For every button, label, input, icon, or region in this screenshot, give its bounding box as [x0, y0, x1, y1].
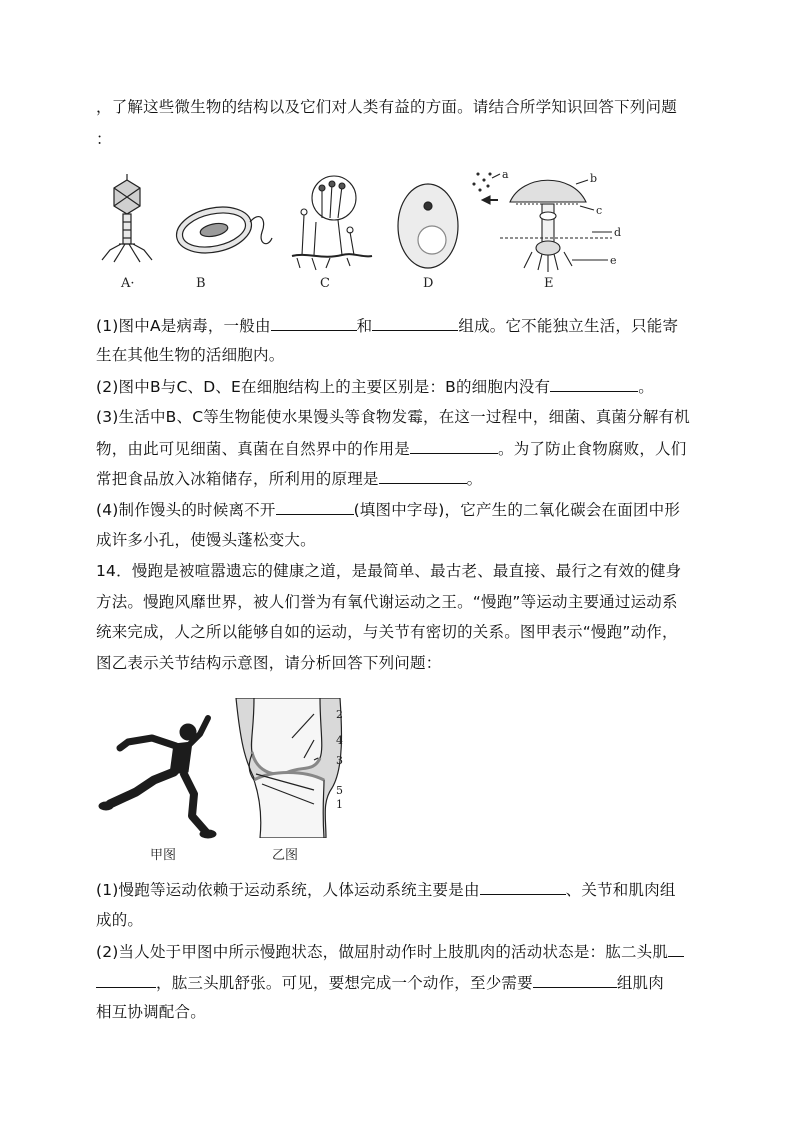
intro-line-1: ，了解这些微生物的结构以及它们对人类有益的方面。请结合所学知识回答下列问题: [96, 98, 677, 116]
q13-part3-line1: (3)生活中B、C等生物能使水果馒头等食物发霉，在这一过程中，细菌、真菌分解有机: [96, 408, 690, 426]
mushroom-label-e: e: [610, 254, 617, 267]
q14-stem-line4: 图乙表示关节结构示意图，请分析回答下列问题：: [96, 654, 442, 672]
q14-s2-text-a: (2)当人处于甲图中所示慢跑状态，做屈肘动作时上肢肌肉的活动状态是：肱二头肌: [96, 943, 669, 961]
q13-p1-text-a: (1)图中A是病毒，一般由: [96, 317, 271, 335]
caption-d: D: [423, 276, 434, 291]
q13-part1-line2: 生在其他生物的活细胞内。: [96, 346, 285, 364]
answer-blank[interactable]: [372, 315, 458, 331]
q13-p3-text-a: 物，由此可见细菌、真菌在自然界中的作用是: [96, 440, 411, 458]
answer-blank[interactable]: [271, 315, 357, 331]
mushroom-label-a: a: [502, 168, 509, 181]
q13-p2-text-b: 。: [638, 378, 654, 396]
mushroom-label-d: d: [614, 226, 622, 239]
intro-line-2: ：: [96, 130, 112, 148]
mushroom-e-drawing: [473, 173, 612, 272]
q13-part3-line3: [96, 468, 482, 489]
q13-part3-line2: [96, 438, 686, 459]
caption-c: C: [320, 276, 330, 291]
q13-p3-text-c: 常把食品放入冰箱储存，所利用的原理是: [96, 470, 379, 488]
q14-sub2-line2: [96, 972, 664, 993]
q13-part4-line1: [96, 499, 680, 520]
figure-jia-caption: 甲图: [150, 848, 177, 863]
caption-a: A·: [121, 276, 135, 291]
mushroom-label-b: b: [590, 172, 598, 185]
answer-blank[interactable]: [533, 972, 617, 988]
answer-blank[interactable]: [550, 376, 638, 392]
virus-a-drawing: [102, 174, 152, 262]
runner-figure: [96, 708, 226, 840]
q14-s2-text-c: 组肌肉: [616, 974, 664, 992]
mushroom-label-c: c: [596, 204, 603, 217]
bacterium-b-drawing: [172, 201, 272, 260]
q14-stem-line1: 14．慢跑是被喧嚣遗忘的健康之道，是最简单、最古老、最直接、最行之有效的健身: [96, 562, 682, 580]
answer-blank[interactable]: [480, 879, 566, 895]
answer-blank[interactable]: [668, 941, 684, 957]
answer-blank[interactable]: [96, 972, 156, 988]
joint-label-5: 5: [336, 784, 343, 797]
q13-p4-text-a: (4)制作馒头的时候离不开: [96, 501, 276, 519]
answer-blank[interactable]: [379, 468, 467, 484]
joint-diagram: [232, 698, 362, 838]
joint-label-2: 2: [336, 708, 343, 721]
mold-c-drawing: [292, 176, 372, 270]
yeast-d-drawing: [398, 184, 458, 268]
caption-b: B: [196, 276, 206, 291]
q14-sub2-line3: 相互协调配合。: [96, 1003, 206, 1021]
q13-p1-text-c: 组成。它不能独立生活，只能寄: [458, 317, 679, 335]
q14-s1-text-a: (1)慢跑等运动依赖于运动系统，人体运动系统主要是由: [96, 881, 480, 899]
q13-p1-text-b: 和: [356, 317, 373, 335]
q14-sub1-line1: [96, 879, 676, 900]
joint-label-1: 1: [336, 798, 343, 811]
answer-blank[interactable]: [410, 438, 498, 454]
q14-stem-line3: 统来完成，人之所以能够自如的运动，与关节有密切的关系。图甲表示“慢跑”动作，: [96, 623, 678, 641]
joint-label-3: 3: [336, 754, 343, 767]
q14-sub1-line2: 成的。: [96, 911, 144, 929]
q13-part2-line1: [96, 376, 654, 397]
q13-p4-text-b: (填图中字母)，它产生的二氧化碳会在面团中形: [353, 501, 681, 519]
q13-p2-text-a: (2)图中B与C、D、E在细胞结构上的主要区别是：B的细胞内没有: [96, 378, 551, 396]
q13-part4-line2: 成许多小孔，使馒头蓬松变大。: [96, 531, 316, 549]
q14-stem-line2: 方法。慢跑风靡世界，被人们誉为有氧代谢运动之王。“慢跑”等运动主要通过运动系: [96, 593, 678, 611]
q13-p3-text-b: 。为了防止食物腐败，人们: [498, 440, 687, 458]
q14-s1-text-b: 、关节和肌肉组: [565, 881, 676, 899]
joint-label-4: 4: [336, 734, 343, 747]
q14-sub2-line1: [96, 941, 684, 962]
q14-s2-text-b: ，肱三头肌舒张。可见，要想完成一个动作，至少需要: [156, 974, 533, 992]
q13-part1-line1: [96, 315, 678, 336]
q13-p3-text-d: 。: [466, 470, 483, 488]
caption-e: E: [544, 276, 554, 291]
figure-yi-caption: 乙图: [272, 848, 299, 863]
answer-blank[interactable]: [276, 499, 354, 515]
